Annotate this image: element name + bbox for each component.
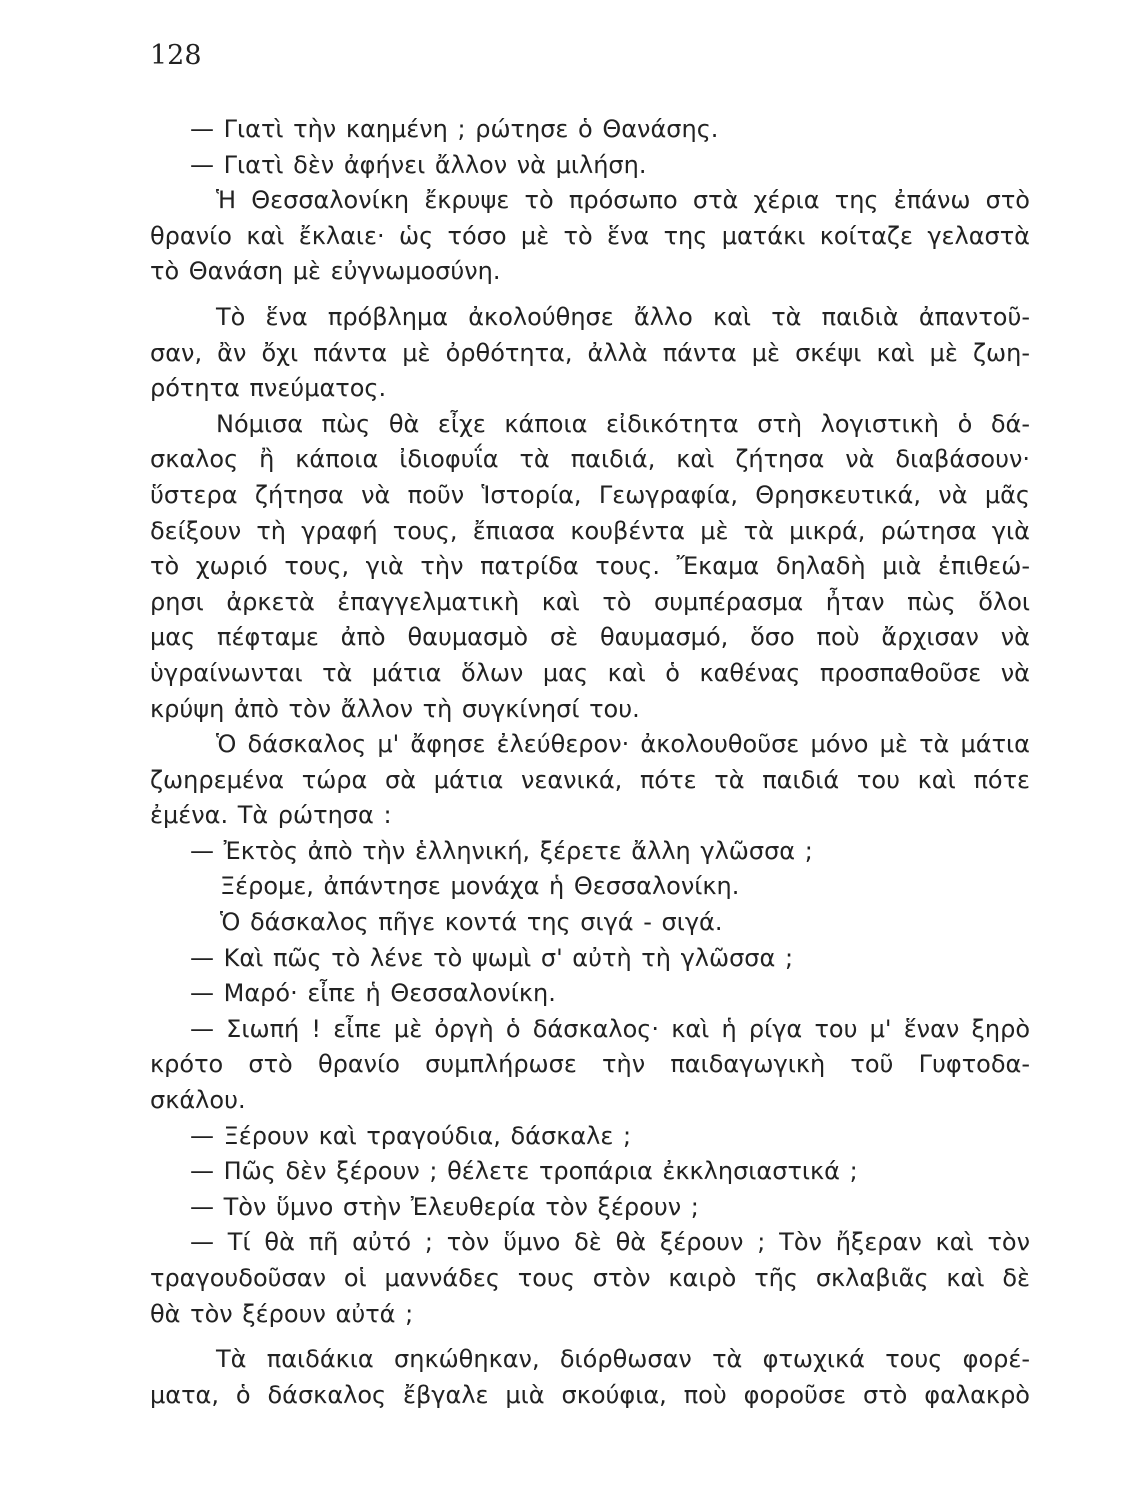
text-line: ματα, ὁ δάσκαλος ἔβγαλε μιὰ σκούφια, ποὺ φοροῦσε στὸ φαλακρὸ xyxy=(150,1380,1030,1409)
text-line: — Σιωπή ! εἶπε μὲ ὀργὴ ὁ δάσκαλος· καὶ ἡ ρίγα του μ' ἕναν ξηρὸ xyxy=(190,1014,1030,1043)
text-line: Ἡ Θεσσαλονίκη ἔκρυψε τὸ πρόσωπο στὰ χέρια της ἐπάνω στὸ xyxy=(216,186,1030,215)
text-line: σαν, ἂν ὄχι πάντα μὲ ὀρθότητα, ἀλλὰ πάντα μὲ σκέψι καὶ μὲ ζωη- xyxy=(150,338,1030,367)
text-line: — Τὸν ὕμνο στὴν Ἐλευθερία τὸν ξέρουν ; xyxy=(190,1192,699,1221)
text-line: σκαλος ἢ κάποια ἰδιοφυΐα τὰ παιδιά, καὶ ζήτησα νὰ διαβάσουν· xyxy=(150,445,1030,474)
text-line: — Ἐκτὸς ἀπὸ τὴν ἑλληνική, ξέρετε ἄλλη γλῶσσα ; xyxy=(190,836,813,865)
text-line: — Ξέρουν καὶ τραγούδια, δάσκαλε ; xyxy=(190,1121,632,1150)
text-line: — Καὶ πῶς τὸ λένε τὸ ψωμὶ σ' αὐτὴ τὴ γλῶσσα ; xyxy=(190,943,794,972)
text-line: τὸ χωριό τους, γιὰ τὴν πατρίδα τους. Ἔκαμα δηλαδὴ μιὰ ἐπιθεώ- xyxy=(150,552,1030,581)
text-line: σκάλου. xyxy=(150,1086,246,1115)
text-line: — Γιατὶ δὲν ἀφήνει ἄλλον νὰ μιλήση. xyxy=(190,150,647,179)
text-line: — Μαρό· εἶπε ἡ Θεσσαλονίκη. xyxy=(190,979,556,1008)
text-line: ἐμένα. Τὰ ρώτησα : xyxy=(150,801,392,830)
page-number: 128 xyxy=(150,40,202,71)
text-line: τραγουδοῦσαν οἱ μαννάδες τους στὸν καιρὸ τῆς σκλαβιᾶς καὶ δὲ xyxy=(150,1264,1030,1292)
body-text xyxy=(150,112,1030,1413)
text-line: ρότητα πνεύματος. xyxy=(150,374,387,403)
text-line: τὸ Θανάση μὲ εὐγνωμοσύνη. xyxy=(150,257,501,286)
text-line: Ὁ δάσκαλος μ' ἄφησε ἐλεύθερον· ἀκολουθοῦσε μόνο μὲ τὰ μάτια xyxy=(216,730,1030,759)
text-line: ζωηρεμένα τώρα σὰ μάτια νεανικά, πότε τὰ παιδιά του καὶ πότε xyxy=(150,765,1030,794)
text-line: Τὸ ἕνα πρόβλημα ἀκολούθησε ἄλλο καὶ τὰ παιδιὰ ἀπαντοῦ- xyxy=(216,302,1030,331)
text-line: Νόμισα πὼς θὰ εἶχε κάποια εἰδικότητα στὴ λογιστικὴ ὁ δά- xyxy=(216,409,1030,438)
text-line: ὑγραίνωνται τὰ μάτια ὅλων μας καὶ ὁ καθένας προσπαθοῦσε νὰ xyxy=(150,658,1030,687)
text-line: Ὁ δάσκαλος πῆγε κοντά της σιγά - σιγά. xyxy=(220,908,723,937)
text-line: μας πέφταμε ἀπὸ θαυμασμὸ σὲ θαυμασμό, ὅσο ποὺ ἄρχισαν νὰ xyxy=(150,623,1030,652)
text-line: κρύψη ἀπὸ τὸν ἄλλον τὴ συγκίνησί του. xyxy=(150,694,640,723)
text-line: ρησι ἀρκετὰ ἐπαγγελματικὴ καὶ τὸ συμπέρασμα ἦταν πὼς ὅλοι xyxy=(150,587,1030,616)
text-line: θὰ τὸν ξέρουν αὐτά ; xyxy=(150,1299,414,1328)
text-line: κρότο στὸ θρανίο συμπλήρωσε τὴν παιδαγωγικὴ τοῦ Γυφτοδα- xyxy=(150,1050,1030,1079)
text-line: — Τί θὰ πῆ αὐτό ; τὸν ὕμνο δὲ θὰ ξέρουν ; Τὸν ἤξεραν καὶ τὸν xyxy=(190,1228,1030,1257)
text-line: Ξέρομε, ἀπάντησε μονάχα ἡ Θεσσαλονίκη. xyxy=(220,872,740,901)
text-line: — Πῶς δὲν ξέρουν ; θέλετε τροπάρια ἐκκλησιαστικά ; xyxy=(190,1157,858,1186)
text-line: Τὰ παιδάκια σηκώθηκαν, διόρθωσαν τὰ φτωχικά τους φορέ- xyxy=(216,1345,1030,1374)
text-line: δείξουν τὴ γραφή τους, ἔπιασα κουβέντα μὲ τὰ μικρά, ρώτησα γιὰ xyxy=(150,516,1030,545)
text-line: ὕστερα ζήτησα νὰ ποῦν Ἱστορία, Γεωγραφία, Θρησκευτικά, νὰ μᾶς xyxy=(150,480,1030,509)
text-line: — Γιατὶ τὴν καημένη ; ρώτησε ὁ Θανάσης. xyxy=(190,115,719,143)
text-line: θρανίο καὶ ἔκλαιε· ὡς τόσο μὲ τὸ ἕνα της ματάκι κοίταζε γελαστὰ xyxy=(150,221,1030,250)
